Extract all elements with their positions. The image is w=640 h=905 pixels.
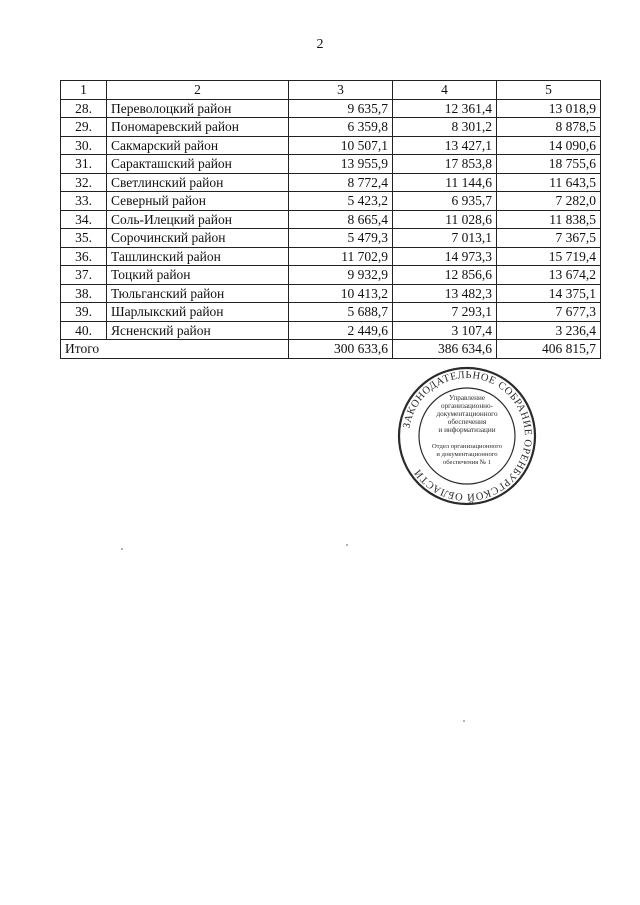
district-name: Шарлыкский район bbox=[107, 303, 289, 322]
stamp-line-1: Управление bbox=[448, 394, 486, 402]
stamp-line-4: обеспечения bbox=[447, 418, 487, 426]
value-col-3: 10 413,2 bbox=[289, 284, 393, 303]
value-col-3: 9 932,9 bbox=[289, 266, 393, 285]
row-number: 36. bbox=[61, 247, 107, 266]
value-col-5: 15 719,4 bbox=[497, 247, 601, 266]
value-col-5: 7 677,3 bbox=[497, 303, 601, 322]
table-row bbox=[61, 118, 601, 137]
official-stamp bbox=[397, 366, 537, 506]
table-row bbox=[61, 155, 601, 174]
row-number: 37. bbox=[61, 266, 107, 285]
value-col-5: 7 367,5 bbox=[497, 229, 601, 248]
header-col-3: 3 bbox=[289, 81, 393, 100]
district-name: Сакмарский район bbox=[107, 136, 289, 155]
page-number: 2 bbox=[316, 37, 324, 52]
header-col-2: 2 bbox=[107, 81, 289, 100]
header-col-5: 5 bbox=[497, 81, 601, 100]
value-col-3: 5 479,3 bbox=[289, 229, 393, 248]
stamp-dept-line-1: Отдел организационного bbox=[431, 443, 503, 450]
total-blank-cell bbox=[107, 340, 289, 359]
table-row bbox=[61, 321, 601, 340]
value-col-4: 11 144,6 bbox=[393, 173, 497, 192]
table-row bbox=[61, 303, 601, 322]
value-col-5: 7 282,0 bbox=[497, 192, 601, 211]
value-col-3: 2 449,6 bbox=[289, 321, 393, 340]
table-row bbox=[61, 229, 601, 248]
table-row bbox=[61, 284, 601, 303]
district-name: Соль-Илецкий район bbox=[107, 210, 289, 229]
district-name: Переволоцкий район bbox=[107, 99, 289, 118]
value-col-4: 14 973,3 bbox=[393, 247, 497, 266]
value-col-3: 10 507,1 bbox=[289, 136, 393, 155]
value-col-4: 13 482,3 bbox=[393, 284, 497, 303]
scan-speck bbox=[463, 720, 465, 722]
table-row bbox=[61, 192, 601, 211]
value-col-3: 6 359,8 bbox=[289, 118, 393, 137]
table-body bbox=[61, 99, 601, 340]
total-col-3: 300 633,6 bbox=[289, 340, 393, 359]
row-number: 38. bbox=[61, 284, 107, 303]
stamp-dept-line-2: и документационного bbox=[436, 451, 498, 458]
value-col-3: 13 955,9 bbox=[289, 155, 393, 174]
district-name: Северный район bbox=[107, 192, 289, 211]
value-col-4: 8 301,2 bbox=[393, 118, 497, 137]
table-header-row bbox=[61, 81, 601, 100]
district-name: Сорочинский район bbox=[107, 229, 289, 248]
value-col-5: 13 674,2 bbox=[497, 266, 601, 285]
table-row bbox=[61, 247, 601, 266]
stamp-dept-line-3: обеспечения № 1 bbox=[442, 459, 492, 466]
value-col-3: 5 423,2 bbox=[289, 192, 393, 211]
table-row bbox=[61, 210, 601, 229]
header-col-1: 1 bbox=[61, 81, 107, 100]
row-number: 32. bbox=[61, 173, 107, 192]
value-col-3: 11 702,9 bbox=[289, 247, 393, 266]
district-name: Пономаревский район bbox=[107, 118, 289, 137]
table-row bbox=[61, 136, 601, 155]
row-number: 35. bbox=[61, 229, 107, 248]
table-row bbox=[61, 266, 601, 285]
value-col-5: 13 018,9 bbox=[497, 99, 601, 118]
scan-speck bbox=[121, 548, 123, 550]
value-col-4: 3 107,4 bbox=[393, 321, 497, 340]
district-name: Саракташский район bbox=[107, 155, 289, 174]
row-number: 33. bbox=[61, 192, 107, 211]
data-table bbox=[60, 80, 601, 359]
total-label: Итого bbox=[61, 340, 107, 359]
row-number: 34. bbox=[61, 210, 107, 229]
stamp-ring-text: ЗАКОНОДАТЕЛЬНОЕ СОБРАНИЕ ОРЕНБУРГСКОЙ ОБЛАСТИ bbox=[401, 369, 534, 503]
row-number: 29. bbox=[61, 118, 107, 137]
value-col-5: 3 236,4 bbox=[497, 321, 601, 340]
stamp-line-2: организационно- bbox=[440, 402, 494, 410]
row-number: 39. bbox=[61, 303, 107, 322]
value-col-3: 8 772,4 bbox=[289, 173, 393, 192]
value-col-5: 14 375,1 bbox=[497, 284, 601, 303]
district-name: Светлинский район bbox=[107, 173, 289, 192]
value-col-3: 8 665,4 bbox=[289, 210, 393, 229]
stamp-line-3: документационного bbox=[436, 410, 498, 418]
value-col-4: 13 427,1 bbox=[393, 136, 497, 155]
value-col-3: 5 688,7 bbox=[289, 303, 393, 322]
district-name: Тюльганский район bbox=[107, 284, 289, 303]
total-col-4: 386 634,6 bbox=[393, 340, 497, 359]
total-row bbox=[61, 340, 601, 359]
district-name: Ясненский район bbox=[107, 321, 289, 340]
value-col-5: 18 755,6 bbox=[497, 155, 601, 174]
header-col-4: 4 bbox=[393, 81, 497, 100]
value-col-4: 17 853,8 bbox=[393, 155, 497, 174]
district-name: Ташлинский район bbox=[107, 247, 289, 266]
total-col-5: 406 815,7 bbox=[497, 340, 601, 359]
value-col-4: 11 028,6 bbox=[393, 210, 497, 229]
value-col-3: 9 635,7 bbox=[289, 99, 393, 118]
row-number: 40. bbox=[61, 321, 107, 340]
district-name: Тоцкий район bbox=[107, 266, 289, 285]
value-col-5: 11 643,5 bbox=[497, 173, 601, 192]
stamp-line-5: и информатизации bbox=[438, 426, 496, 434]
value-col-4: 6 935,7 bbox=[393, 192, 497, 211]
value-col-4: 7 293,1 bbox=[393, 303, 497, 322]
value-col-5: 11 838,5 bbox=[497, 210, 601, 229]
table-row bbox=[61, 173, 601, 192]
value-col-5: 8 878,5 bbox=[497, 118, 601, 137]
row-number: 31. bbox=[61, 155, 107, 174]
row-number: 30. bbox=[61, 136, 107, 155]
row-number: 28. bbox=[61, 99, 107, 118]
scan-speck bbox=[346, 544, 348, 546]
value-col-5: 14 090,6 bbox=[497, 136, 601, 155]
value-col-4: 7 013,1 bbox=[393, 229, 497, 248]
table-row bbox=[61, 99, 601, 118]
value-col-4: 12 856,6 bbox=[393, 266, 497, 285]
value-col-4: 12 361,4 bbox=[393, 99, 497, 118]
